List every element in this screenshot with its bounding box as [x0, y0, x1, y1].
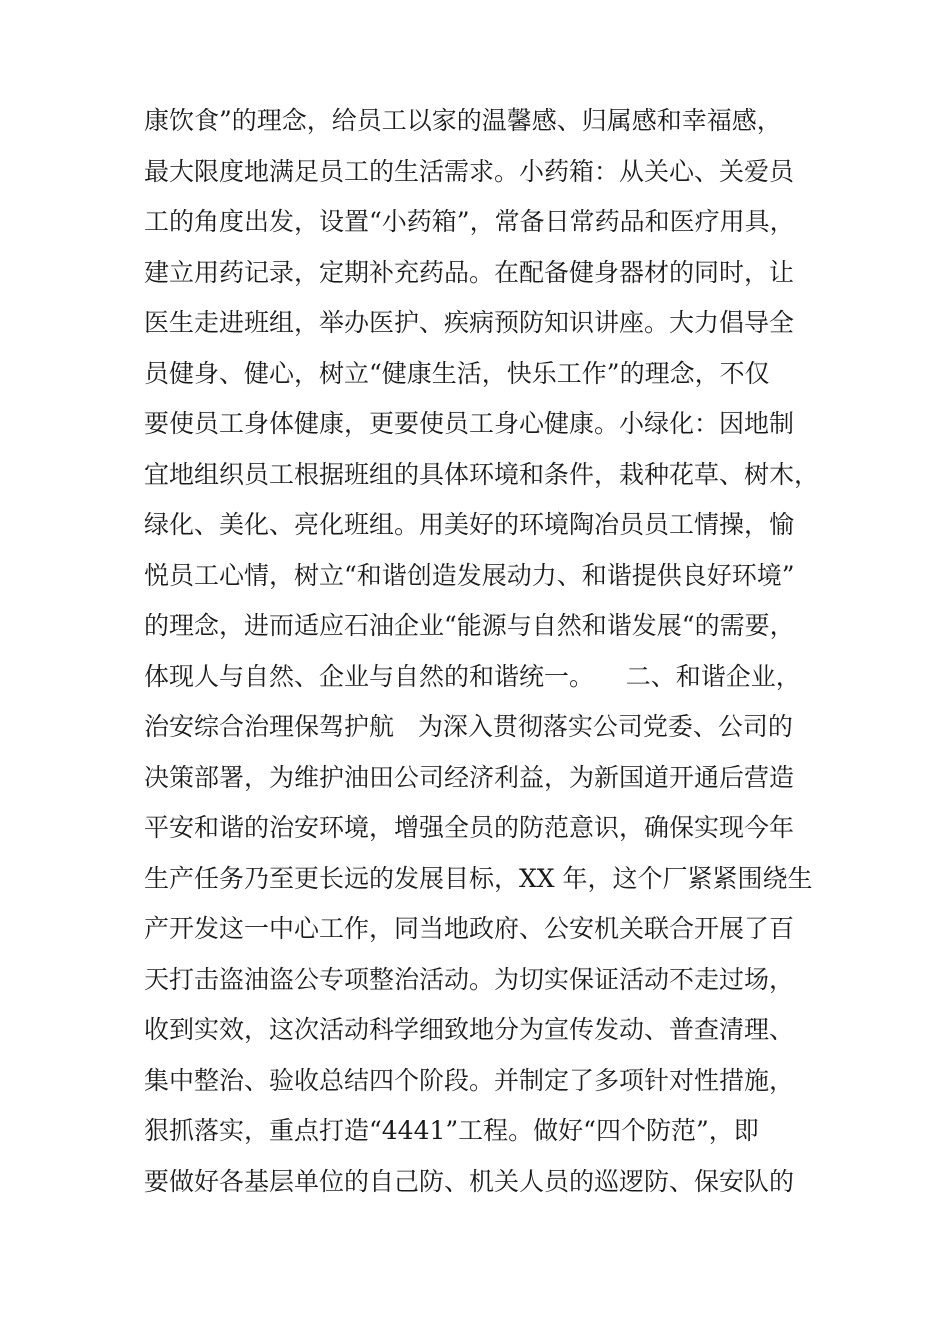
text-line: 治安综合治理保驾护航 为深入贯彻落实公司党委、公司的 [144, 712, 793, 741]
text-line: 宜地组织员工根据班组的具体环境和条件，栽种花草、树木， [144, 459, 820, 489]
text-line: 狠抓落实，重点打造“4441”工程。做好“四个防范”，即 [144, 1116, 759, 1145]
text-line: 要使员工身体健康，更要使员工身心健康。小绿化：因地制 [144, 409, 795, 438]
text-line: 平安和谐的治安环境，增强全员的防范意识，确保实现今年 [144, 813, 795, 842]
text-line: 产开发这一中心工作，同当地政府、公安机关联合开展了百 [144, 914, 795, 943]
text-line: 工的角度出发，设置“小药箱”，常备日常药品和医疗用具， [144, 207, 795, 236]
body-text [144, 96, 824, 1207]
text-line: 绿化、美化、亮化班组。用美好的环境陶冶员员工情操，愉 [144, 510, 795, 539]
text-line: 要做好各基层单位的自己防、机关人员的巡逻防、保安队的 [144, 1166, 795, 1196]
text-line: 康饮食”的理念，给员工以家的温馨感、归属感和幸福感， [144, 106, 782, 135]
text-line: 的理念，进而适应石油企业“能源与自然和谐发展“的需要， [144, 611, 795, 640]
text-line: 决策部署，为维护油田公司经济利益，为新国道开通后营造 [144, 762, 795, 792]
text-line: 悦员工心情，树立“和谐创造发展动力、和谐提供良好环境” [144, 560, 795, 590]
text-line: 建立用药记录，定期补充药品。在配备健身器材的同时，让 [144, 257, 795, 287]
text-line: 集中整治、验收总结四个阶段。并制定了多项针对性措施， [144, 1065, 795, 1095]
text-line: 最大限度地满足员工的生活需求。小药箱：从关心、关爱员 [144, 156, 795, 186]
text-line: 员健身、健心，树立“健康生活，快乐工作”的理念，不仅 [144, 358, 770, 388]
text-line: 生产任务乃至更长远的发展目标，XX 年，这个厂紧紧围绕生 [144, 863, 813, 893]
text-line: 医生走进班组，举办医护、疾病预防知识讲座。大力倡导全 [144, 308, 795, 337]
text-line: 体现人与自然、企业与自然的和谐统一。 二、和谐企业， [144, 661, 801, 691]
text-line: 收到实效，这次活动科学细致地分为宣传发动、普查清理、 [144, 1015, 795, 1044]
text-line: 天打击盗油盗公专项整治活动。为切实保证活动不走过场， [144, 964, 795, 994]
